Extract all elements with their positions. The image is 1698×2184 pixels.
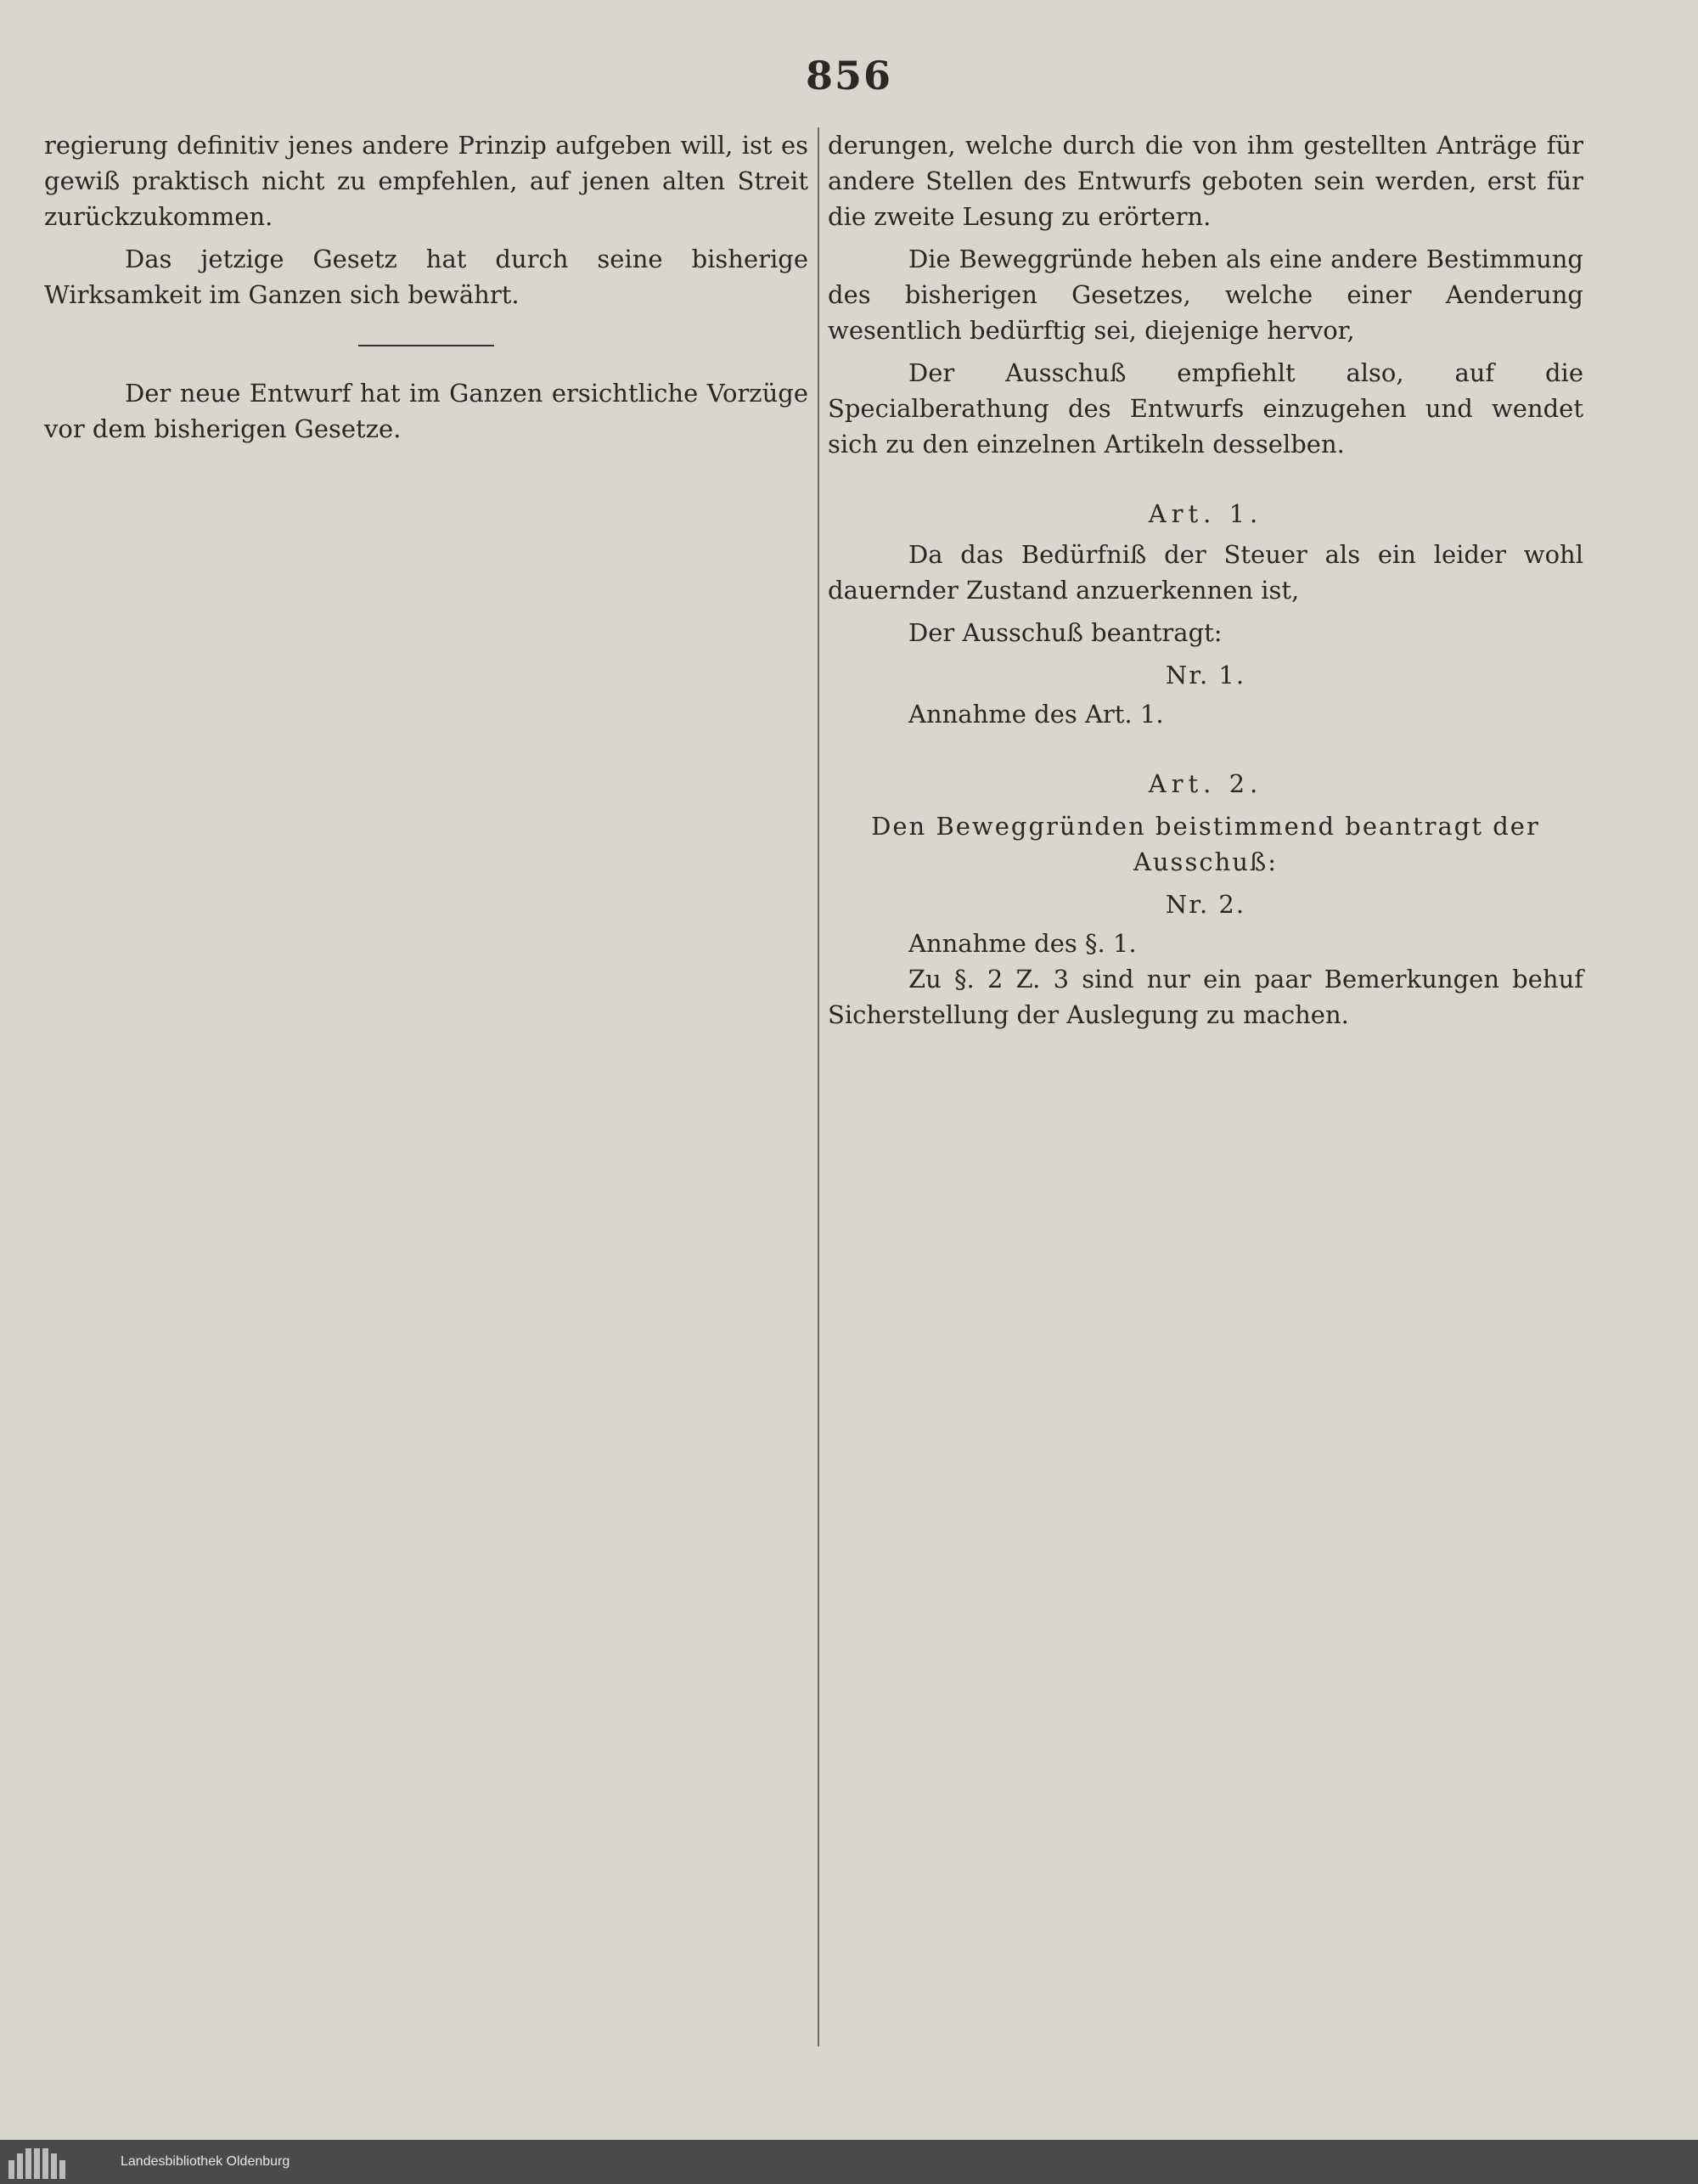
article-heading: Art. 1.: [1148, 499, 1263, 528]
paragraph: Die Beweggründe heben als eine andere Bestimmung des bisherigen Gesetzes, welche einer Aenderung wesentlich bedürftig sei, diejenige hervor,: [828, 245, 1583, 345]
paragraph: Der Ausschuß empfiehlt also, auf die Specialberathung des Entwurfs einzugehen und wendet sich zu den einzelnen Artikeln desselben.: [828, 358, 1583, 459]
section-rule: [358, 345, 494, 346]
paragraph: Zu §. 2 Z. 3 sind nur ein paar Bemerkungen behuf Sicherstellung der Auslegung zu machen.: [828, 965, 1583, 1029]
right-column: [828, 127, 1583, 1039]
library-name: Landesbibliothek Oldenburg: [121, 2154, 290, 2169]
left-column: [44, 127, 808, 453]
article-heading: Art. 2.: [1148, 769, 1263, 798]
paragraph: regierung definitiv jenes andere Prinzip aufgeben will, ist es gewiß praktisch nicht zu empfehlen, auf jenen alten Streit zurückzukommen.: [44, 131, 808, 231]
page-number: 856: [805, 53, 893, 99]
library-building-icon: [8, 2145, 110, 2179]
motion-number: Nr. 1.: [1165, 661, 1246, 690]
motion-text: Annahme des Art. 1.: [908, 700, 1164, 729]
motion-text: Annahme des §. 1.: [908, 929, 1137, 958]
article-intro: Den Beweggründen beistimmend beantragt der Ausschuß:: [871, 812, 1540, 876]
paragraph: Das jetzige Gesetz hat durch seine bisherige Wirksamkeit im Ganzen sich bewährt.: [44, 245, 808, 309]
paragraph: Der Ausschuß beantragt:: [908, 618, 1223, 647]
paragraph: Da das Bedürfniß der Steuer als ein leider wohl dauernder Zustand anzuerkennen ist,: [828, 540, 1583, 605]
motion-number: Nr. 2.: [1165, 890, 1246, 919]
paragraph: Der neue Entwurf hat im Ganzen ersichtliche Vorzüge vor dem bisherigen Gesetze.: [44, 379, 808, 443]
paragraph: derungen, welche durch die von ihm gestellten Anträge für andere Stellen des Entwurfs geboten sein werden, erst für die zweite Lesung zu erörtern.: [828, 131, 1583, 231]
column-divider: [818, 127, 819, 2046]
library-footer: [0, 2140, 1698, 2184]
